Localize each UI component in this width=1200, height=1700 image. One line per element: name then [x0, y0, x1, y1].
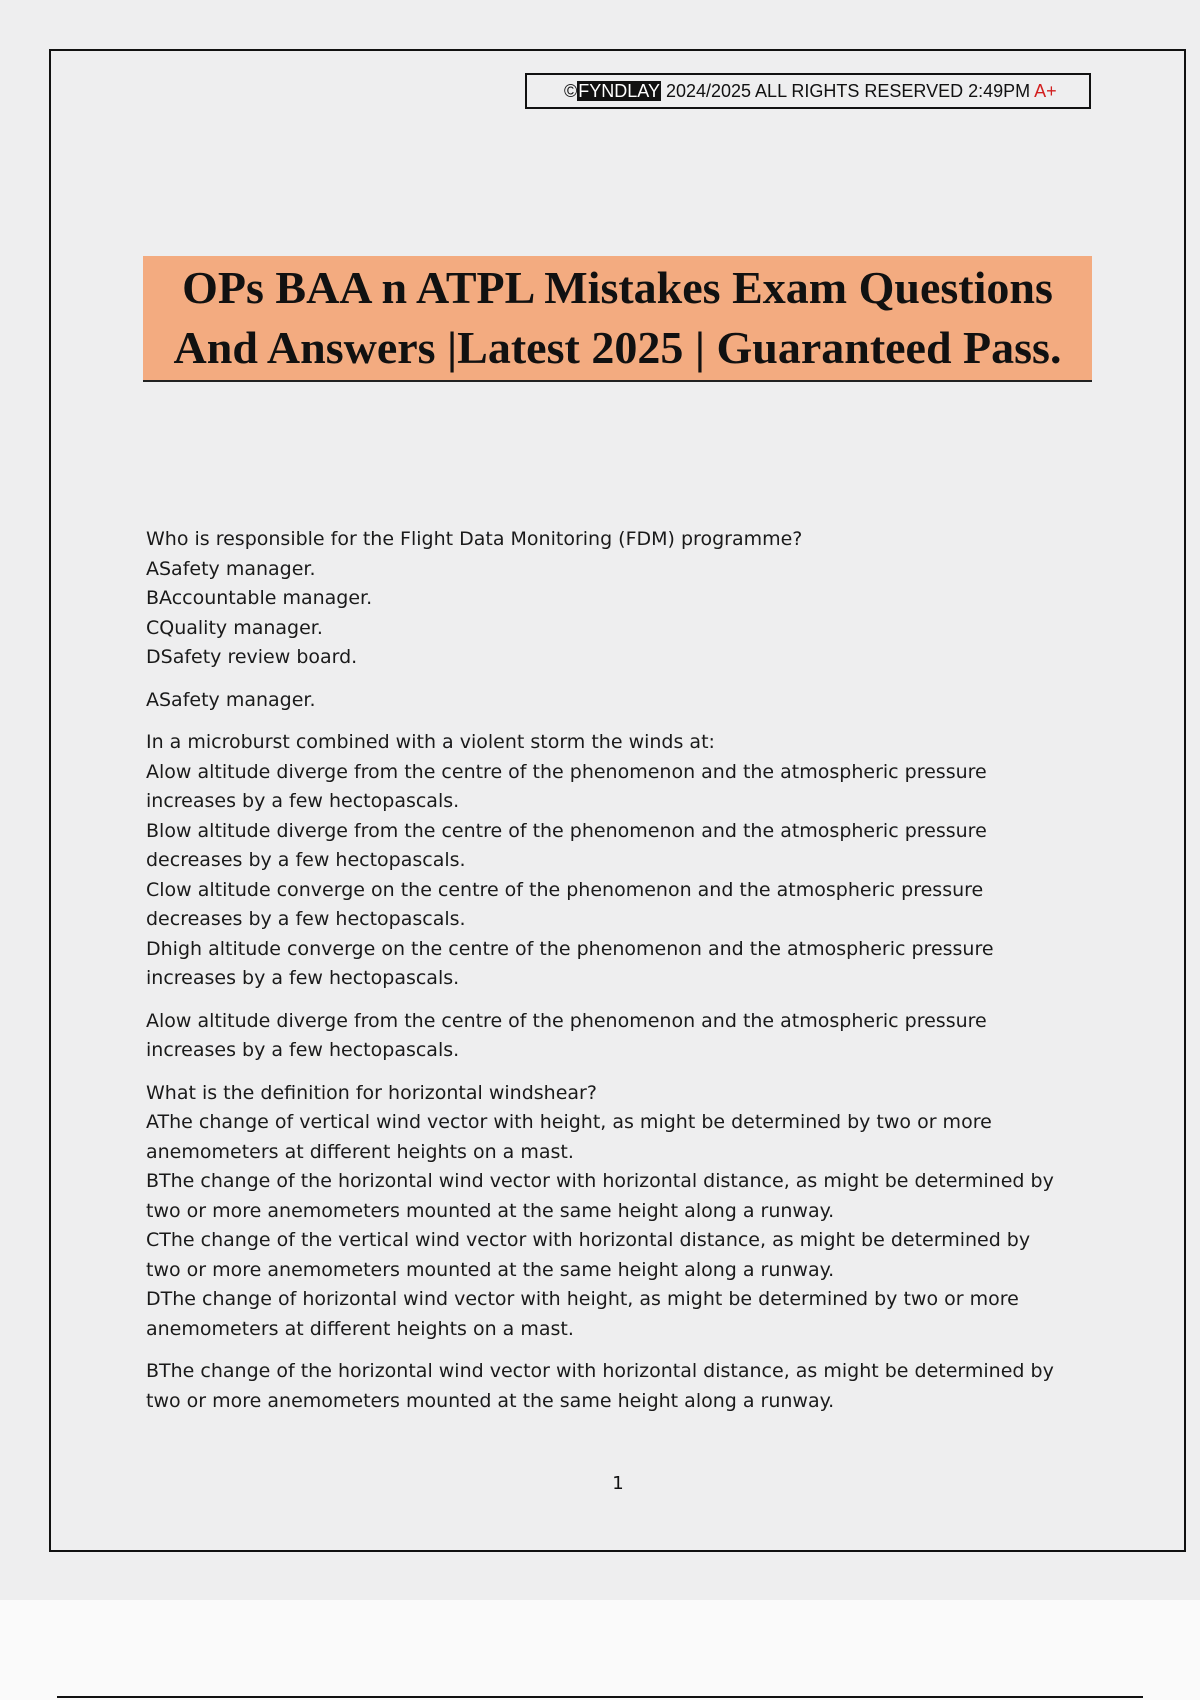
question-block [146, 525, 1096, 673]
answer-option: BAccountable manager. [146, 587, 373, 609]
next-page-preview [0, 1600, 1200, 1700]
title-line-1: OPs BAA n ATPL Mistakes Exam Questions [182, 262, 1053, 313]
answer-option: Alow altitude diverge from the centre of the phenomenon and the atmospheric pressure [146, 760, 987, 783]
exam-content [146, 525, 1096, 1429]
answer-option-continued: two or more anemometers mounted at the same height along a runway. [146, 1199, 835, 1222]
answer-option-continued: increases by a few hectopascals. [146, 790, 460, 812]
copyright-symbol: © [564, 81, 578, 101]
answer-option-continued: anemometers at different heights on a mast. [146, 1317, 574, 1340]
answer-option: CQuality manager. [146, 616, 323, 639]
document-title [143, 256, 1092, 382]
answer-option: Clow altitude converge on the centre of the phenomenon and the atmospheric pressure [146, 878, 984, 901]
question-block [146, 1079, 1096, 1345]
copyright-text: 2024/2025 ALL RIGHTS RESERVED 2:49PM [660, 81, 1035, 101]
answer-option: CThe change of the vertical wind vector with horizontal distance, as might be determined by [146, 1229, 1031, 1251]
correct-answer [146, 1007, 1096, 1066]
answer-option: ASafety manager. [146, 557, 316, 580]
question-block [146, 728, 1096, 994]
brand-name: FYNDLAY [578, 81, 660, 101]
question-text: What is the definition for horizontal windshear? [146, 1081, 597, 1104]
title-line-2: And Answers |Latest 2025 | Guaranteed Pass. [173, 322, 1062, 373]
answer-option: BThe change of the horizontal wind vector with horizontal distance, as might be determined by [146, 1170, 1054, 1192]
correct-answer [146, 1357, 1096, 1416]
correct-answer-text: BThe change of the horizontal wind vector with horizontal distance, as might be determined by [146, 1360, 1054, 1382]
correct-answer-text: ASafety manager. [146, 688, 316, 711]
answer-option: AThe change of vertical wind vector with height, as might be determined by two or more [146, 1111, 992, 1133]
next-page-rule [57, 1696, 1143, 1698]
question-text: Who is responsible for the Flight Data Monitoring (FDM) programme? [146, 528, 803, 550]
answer-option-continued: two or more anemometers mounted at the same height along a runway. [146, 1258, 835, 1281]
correct-answer-text: increases by a few hectopascals. [146, 1039, 460, 1061]
correct-answer-text: Alow altitude diverge from the centre of the phenomenon and the atmospheric pressure [146, 1009, 987, 1032]
answer-option-continued: anemometers at different heights on a mast. [146, 1140, 574, 1163]
answer-option: Dhigh altitude converge on the centre of the phenomenon and the atmospheric pressure [146, 937, 994, 960]
grade-badge: A+ [1034, 81, 1057, 101]
page-number: 1 [612, 1473, 624, 1494]
answer-option-continued: increases by a few hectopascals. [146, 967, 460, 989]
answer-option-continued: decreases by a few hectopascals. [146, 849, 466, 871]
answer-option: DThe change of horizontal wind vector with height, as might be determined by two or more [146, 1288, 1019, 1310]
correct-answer [146, 686, 1096, 716]
answer-option: DSafety review board. [146, 646, 358, 668]
answer-option: Blow altitude diverge from the centre of the phenomenon and the atmospheric pressure [146, 819, 987, 842]
question-text: In a microburst combined with a violent storm the winds at: [146, 731, 715, 753]
correct-answer-text: two or more anemometers mounted at the same height along a runway. [146, 1389, 835, 1412]
copyright-banner [525, 73, 1091, 109]
answer-option-continued: decreases by a few hectopascals. [146, 908, 466, 930]
